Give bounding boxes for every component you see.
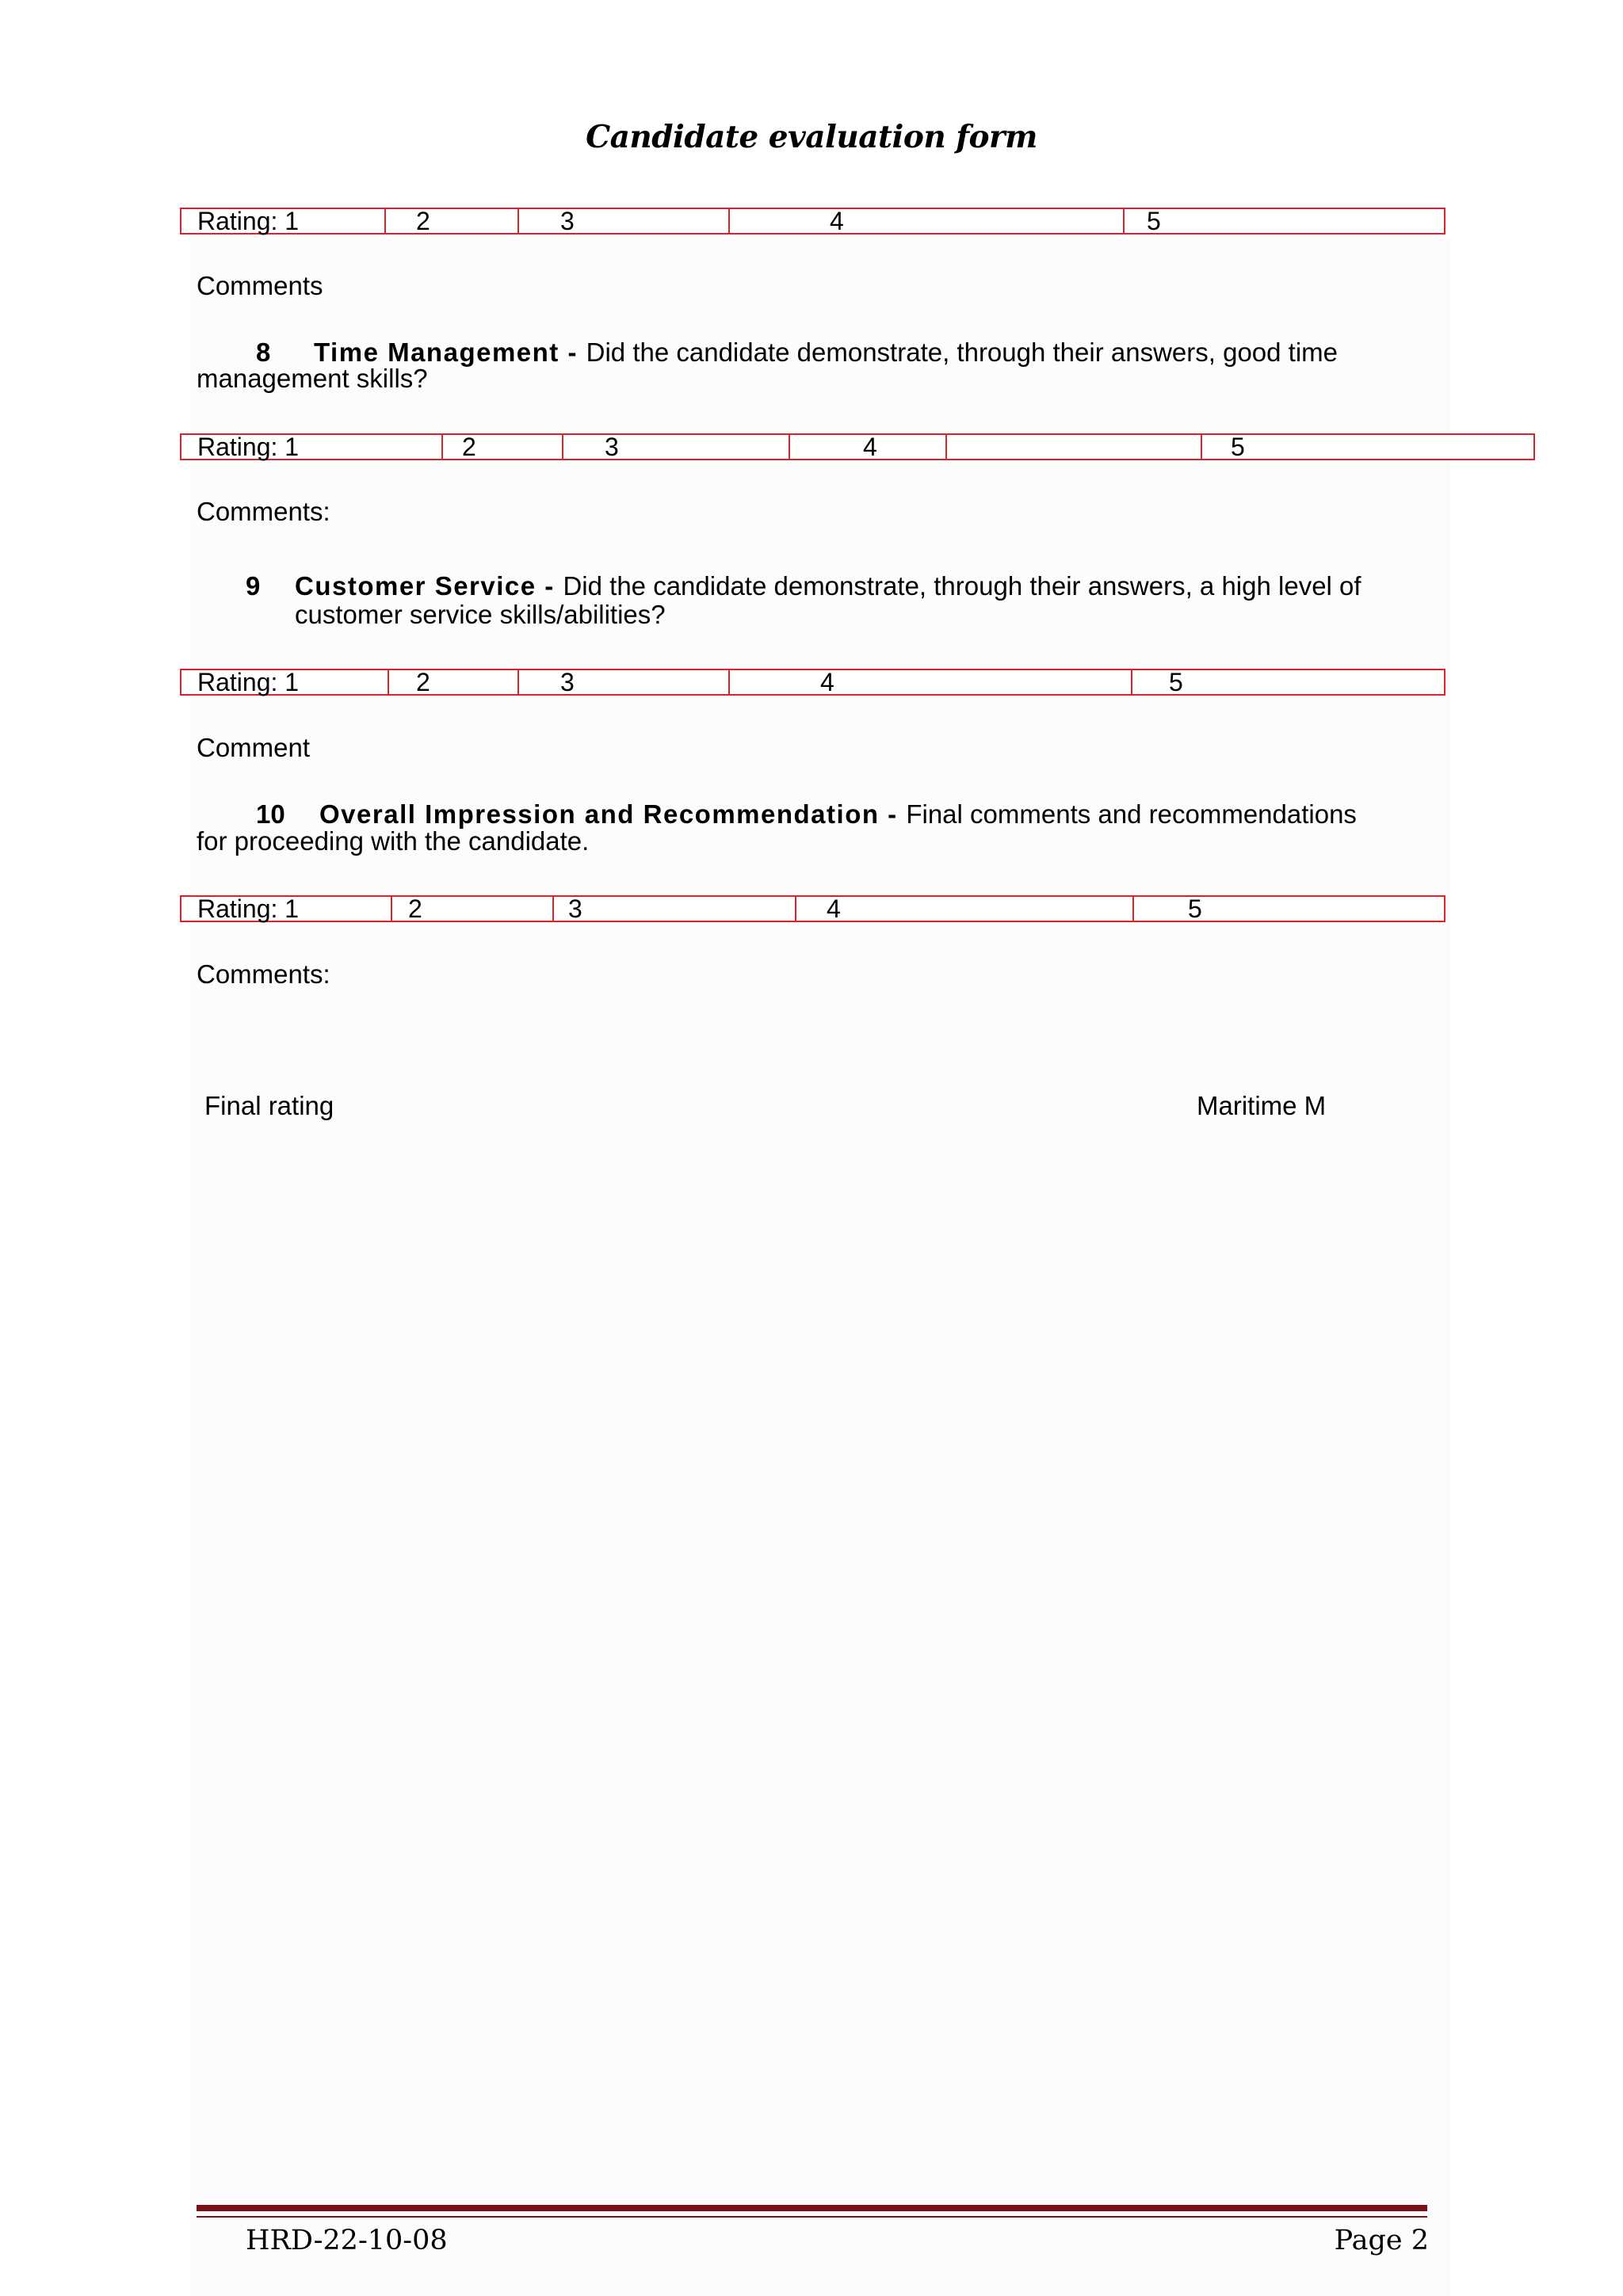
- footer-rule: [197, 2205, 1427, 2211]
- question-text: Did the candidate demonstrate, through their answers, good time: [586, 338, 1338, 367]
- question-heading: Customer Service: [295, 571, 537, 601]
- rating-value-3: 3: [568, 894, 582, 923]
- rating-cell-2[interactable]: [441, 435, 562, 459]
- rating-cell-5[interactable]: [1131, 670, 1444, 694]
- question-text-continued: customer service skills/abilities?: [295, 600, 666, 629]
- rating-cell-4[interactable]: [795, 894, 1132, 923]
- rating-cell-2[interactable]: [391, 894, 552, 923]
- rating-label: Rating: 1: [197, 894, 300, 923]
- rating-cell-1[interactable]: [181, 435, 443, 459]
- rating-value-3: 3: [605, 433, 619, 461]
- rating-value-3: 3: [560, 668, 575, 696]
- rating-cell-3[interactable]: [552, 894, 795, 923]
- rating-value-4: 4: [830, 207, 844, 235]
- question-number: 10: [256, 799, 285, 829]
- final-rating-label: Final rating: [204, 1091, 334, 1120]
- question-heading: Overall Impression and Recommendation: [319, 799, 880, 829]
- rating-value-5: 5: [1169, 668, 1183, 696]
- rating-cell-4[interactable]: [728, 209, 1123, 233]
- rating-value-2: 2: [416, 207, 430, 235]
- rating-value-4: 4: [863, 433, 877, 461]
- rating-label: Rating: 1: [197, 668, 300, 696]
- comments-label: Comments: [197, 271, 323, 300]
- question-separator: -: [536, 571, 563, 601]
- question-number: 9: [246, 571, 261, 601]
- rating-cell-empty[interactable]: [945, 435, 1201, 459]
- rating-cell-4[interactable]: [789, 435, 945, 459]
- rating-cell-2[interactable]: [384, 209, 517, 233]
- question-text-continued: management skills?: [197, 364, 428, 393]
- rating-cell-2[interactable]: [388, 670, 517, 694]
- maritime-label: Maritime M: [1197, 1091, 1327, 1120]
- comment-label: Comment: [197, 733, 311, 762]
- rating-value-4: 4: [827, 894, 841, 923]
- footer-page-number: Page 2: [1334, 2225, 1429, 2256]
- rating-cell-5[interactable]: [1132, 894, 1444, 923]
- rating-value-5: 5: [1188, 894, 1202, 923]
- rating-cell-3[interactable]: [517, 209, 728, 233]
- question-heading: Time Management: [314, 338, 559, 367]
- rating-cell-3[interactable]: [517, 670, 728, 694]
- rating-value-2: 2: [416, 668, 430, 696]
- rating-value-3: 3: [560, 207, 575, 235]
- rating-label: Rating: 1: [197, 207, 300, 235]
- rating-value-4: 4: [820, 668, 834, 696]
- rating-value-2: 2: [408, 894, 422, 923]
- footer-rule-thin: [197, 2216, 1427, 2218]
- question-text: Final comments and recommendations: [906, 799, 1357, 829]
- comments-label: Comments:: [197, 959, 330, 989]
- rating-value-5: 5: [1231, 433, 1245, 461]
- question-text-continued: for proceeding with the candidate.: [197, 826, 590, 856]
- question-line-1: [295, 572, 1361, 601]
- page-background-panel: [190, 238, 1450, 2296]
- rating-cell-1[interactable]: [181, 209, 386, 233]
- question-number: 8: [256, 338, 271, 367]
- rating-label: Rating: 1: [197, 433, 300, 461]
- comments-label: Comments:: [197, 497, 330, 526]
- question-line-1: [319, 800, 1357, 829]
- question-separator: -: [559, 338, 586, 367]
- question-line-1: [314, 338, 1338, 367]
- rating-cell-1[interactable]: [181, 894, 392, 923]
- rating-cell-1[interactable]: [181, 670, 389, 694]
- rating-row-customer-service: [180, 669, 1445, 696]
- rating-row-top: [180, 208, 1445, 235]
- rating-value-5: 5: [1147, 207, 1161, 235]
- rating-row-overall: [180, 895, 1445, 922]
- rating-value-2: 2: [462, 433, 476, 461]
- rating-cell-4[interactable]: [728, 670, 1131, 694]
- page-title: Candidate evaluation form: [586, 119, 1037, 155]
- rating-cell-3[interactable]: [562, 435, 789, 459]
- rating-cell-5[interactable]: [1201, 435, 1533, 459]
- footer-doc-code: HRD-22-10-08: [246, 2225, 448, 2256]
- question-text: Did the candidate demonstrate, through their answers, a high level of: [563, 571, 1361, 601]
- rating-cell-5[interactable]: [1123, 209, 1444, 233]
- question-separator: -: [879, 799, 907, 829]
- rating-row-time-management: [180, 433, 1535, 460]
